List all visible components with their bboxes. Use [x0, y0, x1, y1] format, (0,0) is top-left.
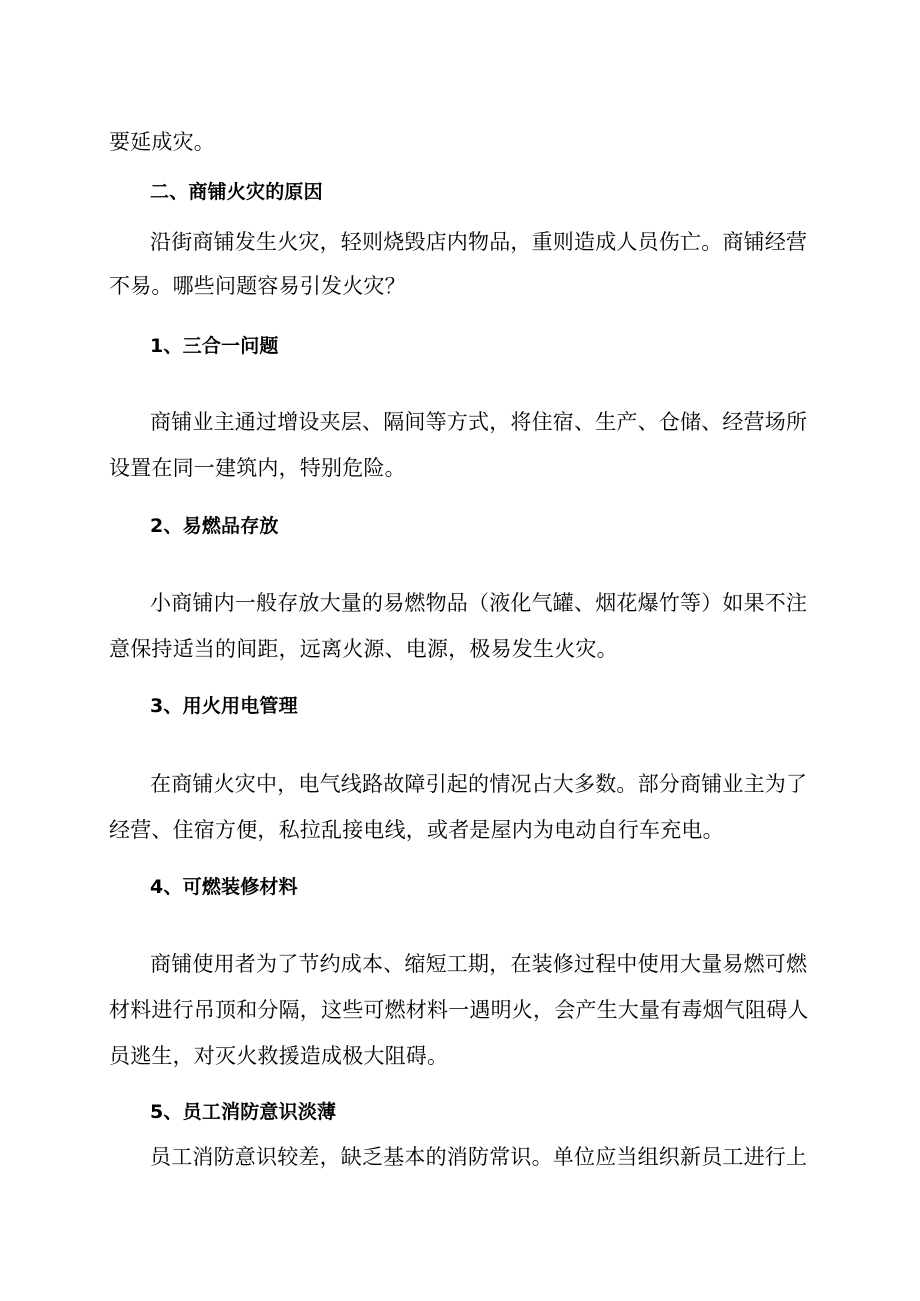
paragraph-line: 小商铺内一般存放大量的易燃物品（液化气罐、烟花爆竹等）如果不注	[150, 591, 808, 615]
subheading-3: 3、用火用电管理	[150, 695, 298, 717]
paragraph-line: 员工消防意识较差，缺乏基本的消防常识。单位应当组织新员工进行上	[150, 1145, 808, 1169]
subheading-2: 2、易燃品存放	[150, 515, 279, 537]
paragraph-line: 材料进行吊顶和分隔，这些可燃材料一遇明火，会产生大量有毒烟气阻碍人	[109, 998, 809, 1022]
paragraph-line: 沿街商铺发生火灾，轻则烧毁店内物品，重则造成人员伤亡。商铺经营	[150, 230, 808, 254]
paragraph-line: 设置在同一建筑内，特别危险。	[109, 456, 406, 480]
subheading-4: 4、可燃装修材料	[150, 876, 298, 898]
subheading-1: 1、三合一问题	[150, 335, 279, 357]
paragraph-line: 经营、住宿方便，私拉乱接电线，或者是屋内为电动自行车充电。	[109, 818, 724, 842]
paragraph-line: 员逃生，对灭火救援造成极大阻碍。	[109, 1044, 449, 1068]
subheading-5: 5、员工消防意识淡薄	[150, 1101, 337, 1123]
section-heading: 二、商铺火灾的原因	[150, 181, 323, 203]
paragraph-continuation: 要延成灾。	[109, 130, 215, 154]
paragraph-line: 不易。哪些问题容易引发火灾？	[109, 274, 406, 298]
paragraph-line: 商铺业主通过增设夹层、隔间等方式，将住宿、生产、仓储、经营场所	[150, 410, 808, 434]
paragraph-line: 在商铺火灾中，电气线路故障引起的情况占大多数。部分商铺业主为了	[150, 772, 808, 796]
paragraph-line: 意保持适当的间距，远离火源、电源，极易发生火灾。	[109, 637, 618, 661]
paragraph-line: 商铺使用者为了节约成本、缩短工期，在装修过程中使用大量易燃可燃	[150, 952, 808, 976]
